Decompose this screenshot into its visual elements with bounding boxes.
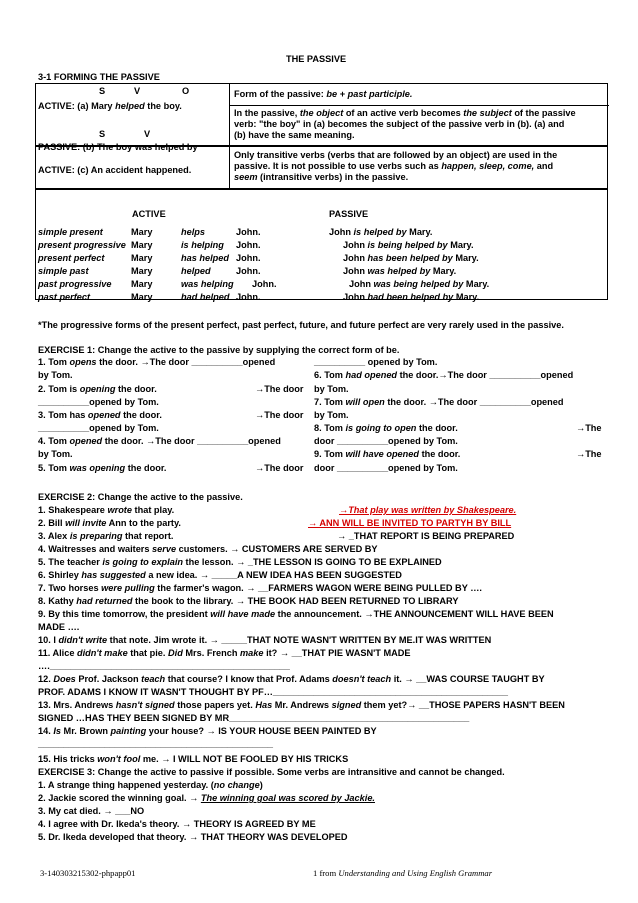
exercise3-heading: EXERCISE 3: Change the active to passive if possible. Some verbs are intransitive and cannot be changed.	[38, 767, 505, 777]
active-subject: Mary	[131, 227, 153, 237]
exercise2-item: 14. Is Mr. Brown painting your house? → IS YOUR HOUSE BEEN PAINTED BY	[38, 726, 377, 736]
active-object: John.	[252, 279, 277, 289]
exercise2-item: 9. By this time tomorrow, the president will have made the announcement. →THE ANNOUNCEMENT WILL HAVE BEEN	[38, 609, 554, 619]
exercise3-item: 5. Dr. Ikeda developed that theory. → THAT THEORY WAS DEVELOPED	[38, 832, 348, 842]
active-subject: Mary	[131, 253, 153, 263]
exercise1-line: →The door	[255, 384, 304, 394]
exercise1-line: __________opened by Tom.	[38, 397, 159, 407]
exercise2-item: PROF. ADAMS I KNOW IT WASN'T THOUGHT BY PF…______________________________________________	[38, 687, 508, 697]
tense-table	[35, 189, 608, 300]
exercise2-item: ______________________________________________	[38, 739, 274, 749]
passive-sentence: John is being helped by Mary.	[343, 240, 474, 250]
active-object: John.	[236, 240, 261, 250]
active-header: ACTIVE	[132, 209, 166, 219]
exercise1-heading: EXERCISE 1: Change the active to the passive by supplying the correct form of be.	[38, 345, 400, 355]
exercise2-item: 4. Waitresses and waiters serve customers. → CUSTOMERS ARE SERVED BY	[38, 544, 378, 554]
active-subject: Mary	[131, 240, 153, 250]
tense-name: past perfect	[38, 292, 91, 302]
exercise2-item: 11. Alice didn't make that pie. Did Mrs. French make it? → __THAT PIE WASN'T MADE	[38, 648, 411, 658]
passive-sentence: John is helped by Mary.	[329, 227, 433, 237]
exercise2-item: 6. Shirley has suggested a new idea. → _____A NEW IDEA HAS BEEN SUGGESTED	[38, 570, 402, 580]
exercise2-item: 5. The teacher is going to explain the lesson. → _THE LESSON IS GOING TO BE EXPLAINED	[38, 557, 442, 567]
tense-name: past progressive	[38, 279, 112, 289]
passive-explanation: In the passive, the object of an active verb becomes the subject of the passive verb: "the boy" in (a) becomes the subject of the passive verb in (b). (a) and (b) have the same meaning.	[234, 108, 576, 140]
passive-header: PASSIVE	[329, 209, 369, 219]
progressive-note: *The progressive forms of the present perfect, past perfect, future, and future perfect are very rarely used in the passive.	[38, 320, 564, 330]
exercise2-item: 10. I didn't write that note. Jim wrote it. → _____THAT NOTE WASN'T WRITTEN BY ME.IT WAS WRITTEN	[38, 635, 492, 645]
active-subject: Mary	[131, 266, 153, 276]
exercise1-line: 2. Tom is opening the door.	[38, 384, 157, 394]
exercise1-line: __________ opened by Tom.	[314, 357, 438, 367]
exercise2-item: 12. Does Prof. Jackson teach that course? I know that Prof. Adams doesn't teach it. → __WAS COURSE TAUGHT BY	[38, 674, 545, 684]
active-object: John.	[236, 227, 261, 237]
svo-s: S	[99, 86, 106, 96]
active-verb: had helped	[181, 292, 230, 302]
page-title: THE PASSIVE	[286, 54, 347, 64]
exercise1-line: 5. Tom was opening the door.	[38, 463, 167, 473]
exercise2-item: 2. Bill will invite Ann to the party.	[38, 518, 181, 528]
exercise1-line: by Tom.	[38, 449, 73, 459]
tense-name: simple present	[38, 227, 103, 237]
active-example-c: ACTIVE: (c) An accident happened.	[38, 165, 192, 175]
passive-form-box	[35, 83, 608, 152]
exercise1-line: by Tom.	[314, 384, 349, 394]
active-object: John.	[236, 292, 261, 302]
passive-sentence: John was being helped by Mary.	[349, 279, 490, 289]
exercise2-answer: → ANN WILL BE INVITED TO PARTYH BY BILL	[308, 518, 512, 528]
exercise2-item: …._______________________________________________	[38, 661, 290, 671]
active-verb: helped	[181, 266, 211, 276]
exercise1-line: 6. Tom had opened the door.→The door __________opened	[314, 370, 574, 380]
exercise1-line: →The	[576, 449, 602, 459]
exercise2-answer: →That play was written by Shakespeare.	[339, 505, 517, 515]
exercise1-line: 4. Tom opened the door. →The door __________opened	[38, 436, 281, 446]
footer-source: 1 from Understanding and Using English Grammar	[313, 868, 493, 878]
active-example-a: ACTIVE: (a) Mary helped the boy.	[38, 101, 182, 111]
exercise1-line: door __________opened by Tom.	[314, 436, 458, 446]
exercise2-item: MADE ….	[38, 622, 80, 632]
exercise1-line: →The door	[255, 410, 304, 420]
exercise1-line: 8. Tom is going to open the door.	[314, 423, 458, 433]
exercise2-item: 13. Mrs. Andrews hasn't signed those papers yet. Has Mr. Andrews signed them yet?→ __THOSE PAPERS HASN'T BEEN	[38, 700, 565, 710]
active-object: John.	[236, 266, 261, 276]
active-verb: has helped	[181, 253, 229, 263]
tense-name: simple past	[38, 266, 89, 276]
passive-sentence: John was helped by Mary.	[343, 266, 457, 276]
exercise3-item: 1. A strange thing happened yesterday. (no change)	[38, 780, 263, 790]
passive-sentence: John has been helped by Mary.	[343, 253, 479, 263]
exercise2-item: 3. Alex is preparing that report.	[38, 531, 174, 541]
exercise3-item: 3. My cat died. → ___NO	[38, 806, 145, 816]
section-heading: 3-1 FORMING THE PASSIVE	[38, 72, 160, 82]
svo-o: O	[182, 86, 190, 96]
exercise2-heading: EXERCISE 2: Change the active to the passive.	[38, 492, 243, 502]
passive-example-b: PASSIVE: (b) The boy was helped by	[38, 142, 198, 152]
exercise1-line: 1. Tom opens the door. →The door __________opened	[38, 357, 276, 367]
sv-s: S	[99, 129, 106, 139]
active-subject: Mary	[131, 279, 153, 289]
svo-v: V	[134, 86, 141, 96]
tense-name: present perfect	[38, 253, 105, 263]
passive-form-rule: Form of the passive: be + past participle.	[234, 89, 413, 99]
exercise3-item: 4. I agree with Dr. Ikeda's theory. → THEORY IS AGREED BY ME	[38, 819, 316, 829]
exercise2-item: 7. Two horses were pulling the farmer's wagon. → __FARMERS WAGON WERE BEING PULLED BY ….	[38, 583, 482, 593]
exercise2-item: 8. Kathy had returned the book to the library. → THE BOOK HAD BEEN RETURNED TO LIBRARY	[38, 596, 459, 606]
exercise1-line: →The door	[255, 463, 304, 473]
exercise2-answer: → _THAT REPORT IS BEING PREPARED	[337, 531, 515, 541]
exercise2-item: SIGNED …HAS THEY BEEN SIGNED BY MR_______________________________________________	[38, 713, 470, 723]
active-verb: helps	[181, 227, 205, 237]
intransitive-explanation: Only transitive verbs (verbs that are followed by an object) are used in the passive. It is not possible to use verbs such as happen, sleep, come, and seem (intransitive verbs) in the passive.	[234, 150, 558, 182]
sv-v: V	[144, 129, 151, 139]
exercise1-line: by Tom.	[314, 410, 349, 420]
active-verb: was helping	[181, 279, 234, 289]
exercise2-item: 1. Shakespeare wrote that play.	[38, 505, 175, 515]
active-object: John.	[236, 253, 261, 263]
exercise1-line: 9. Tom will have opened the door.	[314, 449, 461, 459]
exercise1-line: 3. Tom has opened the door.	[38, 410, 162, 420]
exercise3-item: 2. Jackie scored the winning goal. → The winning goal was scored by Jackie.	[38, 793, 375, 803]
active-verb: is helping	[181, 240, 224, 250]
exercise1-line: →The	[576, 423, 602, 433]
intransitive-box	[35, 146, 608, 189]
exercise1-line: __________opened by Tom.	[38, 423, 159, 433]
exercise2-item: 15. His tricks won't fool me. → I WILL NOT BE FOOLED BY HIS TRICKS	[38, 754, 349, 764]
active-subject: Mary	[131, 292, 153, 302]
footer-file-id: 3-140303215302-phpapp01	[40, 868, 136, 878]
exercise1-line: 7. Tom will open the door. →The door __________opened	[314, 397, 564, 407]
passive-sentence: John had been helped by Mary.	[343, 292, 480, 302]
exercise1-line: door __________opened by Tom.	[314, 463, 458, 473]
exercise1-line: by Tom.	[38, 370, 73, 380]
tense-name: present progressive	[38, 240, 126, 250]
